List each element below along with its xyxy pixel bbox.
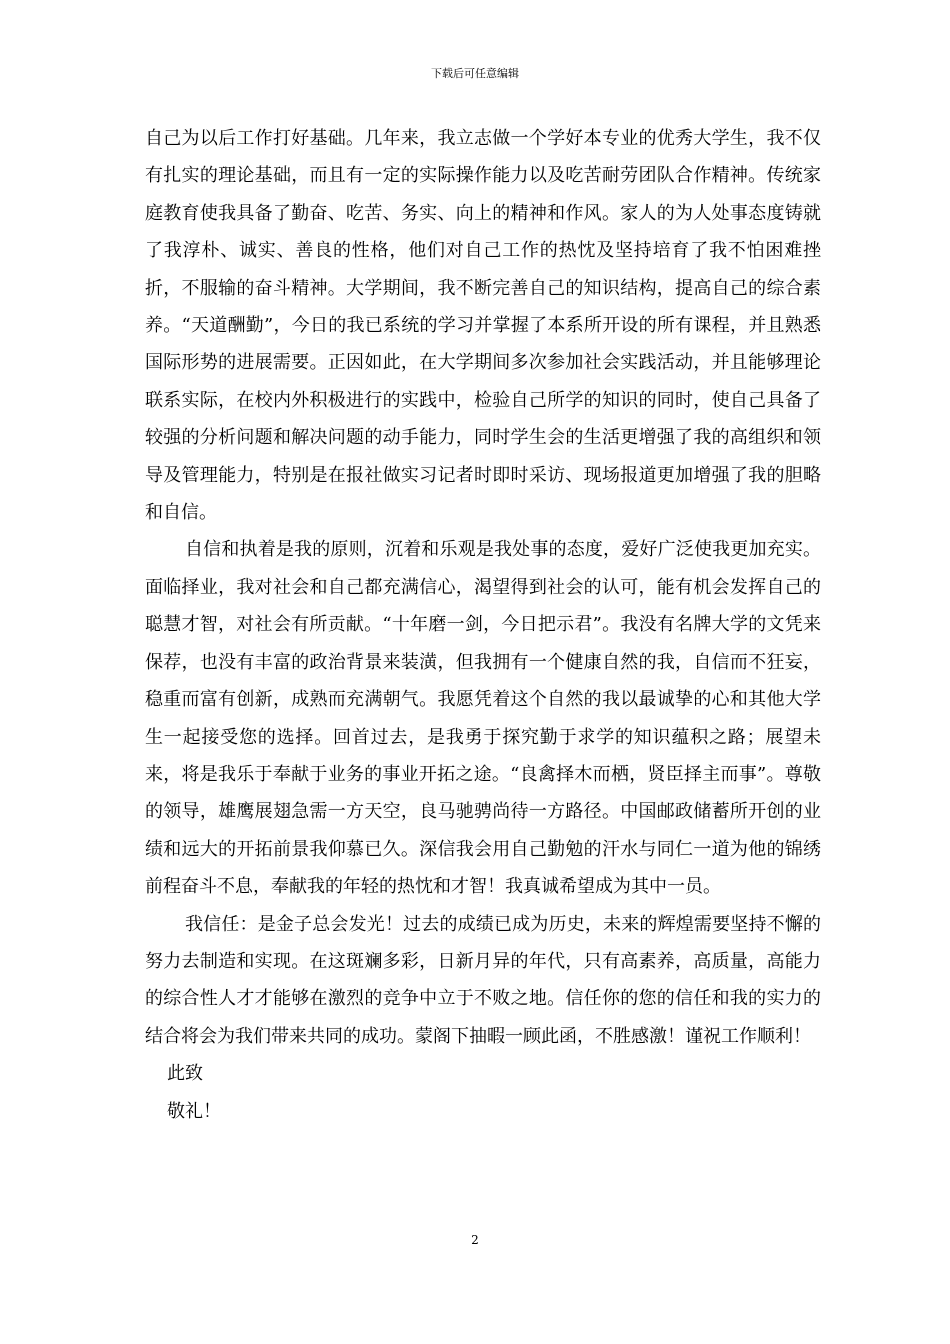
page-number: 2 xyxy=(471,1233,479,1247)
body-paragraph-3: 我信任：是金子总会发光！过去的成绩已成为历史，未来的辉煌需要坚持不懈的努力去制造和实现。在这斑斓多彩，日新月异的年代，只有高素养，高质量，高能力的综合性人才才能够在激烈的竞争中立于不败之地。信任你的您的信任和我的实力的结合将会为我们带来共同的成功。蒙阁下抽暇一顾此函，不胜感激！谨祝工作顺利！ xyxy=(145,913,821,1047)
salutation-line: 敬礼！ xyxy=(167,1100,221,1122)
letter-body xyxy=(145,120,821,1130)
page-header: 下载后可任意编辑 xyxy=(431,67,519,80)
body-paragraph-2: 自信和执着是我的原则，沉着和乐观是我处事的态度，爱好广泛使我更加充实。面临择业，我对社会和自己都充满信心，渴望得到社会的认可，能有机会发挥自己的聪慧才智，对社会有所贡献。“十年磨一剑，今日把示君”。我没有名牌大学的文凭来保荐，也没有丰富的政治背景来装潢，但我拥有一个健康自然的我，自信而不狂妄，稳重而富有创新，成熟而充满朝气。我愿凭着这个自然的我以最诚挚的心和其他大学生一起接受您的选择。回首过去，是我勇于探究勤于求学的知识蕴积之路；展望未来，将是我乐于奉献于业务的事业开拓之途。“良禽择木而栖，贤臣择主而事”。尊敬的领导，雄鹰展翅急需一方天空，良马驰骋尚待一方路径。中国邮政储蓄所开创的业绩和远大的开拓前景我仰慕已久。深信我会用自己勤勉的汗水与同仁一道为他的锦绣前程奋斗不息，奉献我的年轻的热忱和才智！我真诚希望成为其中一员。 xyxy=(145,539,821,898)
closing-line: 此致 xyxy=(167,1063,203,1085)
body-paragraph-1: 自己为以后工作打好基础。几年来，我立志做一个学好本专业的优秀大学生，我不仅有扎实的理论基础，而且有一定的实际操作能力以及吃苦耐劳团队合作精神。传统家庭教育使我具备了勤奋、吃苦、务实、向上的精神和作风。家人的为人处事态度铸就了我淳朴、诚实、善良的性格，他们对自己工作的热忱及坚持培育了我不怕困难挫折，不服输的奋斗精神。大学期间，我不断完善自己的知识结构，提高自己的综合素养。“天道酬勤”，今日的我已系统的学习并掌握了本系所开设的所有课程，并且熟悉国际形势的进展需要。正因如此，在大学期间多次参加社会实践活动，并且能够理论联系实际，在校内外积极进行的实践中，检验自己所学的知识的同时，使自己具备了较强的分析问题和解决问题的动手能力，同时学生会的生活更增强了我的高组织和领导及管理能力，特别是在报社做实习记者时即时采访、现场报道更加增强了我的胆略和自信。 xyxy=(145,128,821,524)
